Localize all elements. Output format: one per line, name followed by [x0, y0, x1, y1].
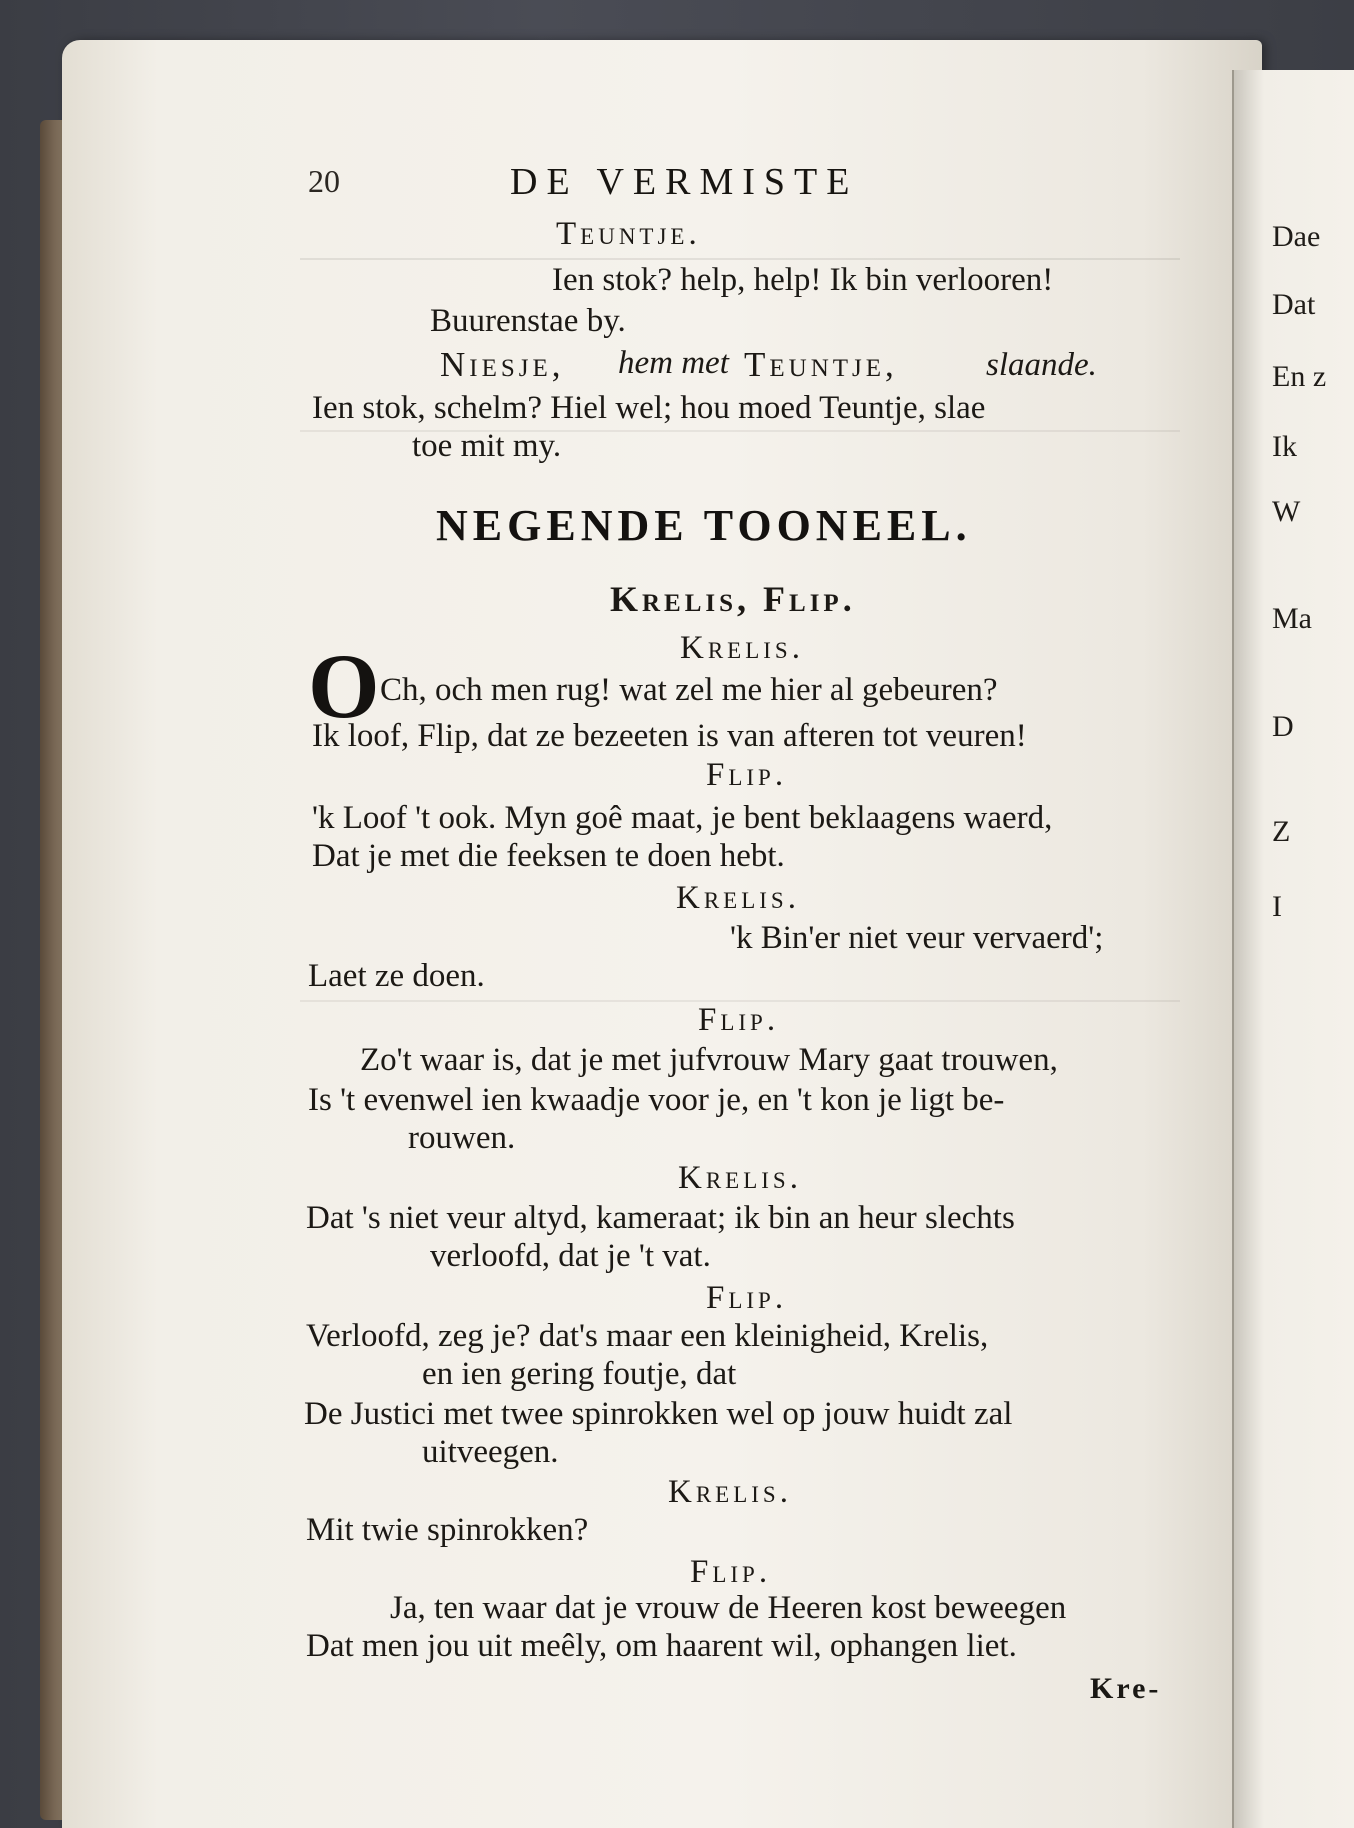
- right-page-fragment: En z: [1272, 360, 1327, 393]
- cast-list: Krelis, Flip.: [610, 579, 856, 619]
- verse-line: toe mit my.: [412, 428, 562, 464]
- verse-line: Laet ze doen.: [308, 958, 485, 994]
- drop-capital: O: [308, 635, 380, 737]
- right-page-fragment: I: [1272, 890, 1282, 923]
- right-page-fragment: W: [1272, 495, 1301, 528]
- speaker-label: Teuntje,: [744, 345, 898, 384]
- speaker-label: Krelis.: [678, 1160, 802, 1196]
- speaker-label: Krelis.: [668, 1474, 792, 1510]
- speaker-label: Flip.: [706, 757, 788, 793]
- verse-line: Ja, ten waar dat je vrouw de Heeren kost beweegen: [390, 1590, 1067, 1626]
- speaker-label: Teuntje.: [556, 216, 701, 252]
- right-page-fragment: Z: [1272, 815, 1291, 848]
- speaker-label: Flip.: [698, 1002, 780, 1038]
- right-page-fragment: Ma: [1272, 602, 1312, 635]
- right-page-fragment: D: [1272, 710, 1294, 743]
- verse-line: Is 't evenwel ien kwaadje voor je, en 't kon je ligt be-: [308, 1082, 1005, 1118]
- verse-line: Dat 's niet veur altyd, kameraat; ik bin an heur slechts: [306, 1200, 1015, 1236]
- verse-line: De Justici met twee spinrokken wel op jouw huidt zal: [304, 1396, 1013, 1432]
- verse-line: Mit twie spinrokken?: [306, 1512, 589, 1548]
- verse-line: Verloofd, zeg je? dat's maar een kleinigheid, Krelis,: [306, 1318, 989, 1354]
- scene-heading: NEGENDE TOONEEL.: [436, 501, 972, 550]
- verse-line: Dat men jou uit meêly, om haarent wil, ophangen liet.: [306, 1628, 1017, 1664]
- stage-direction: slaande.: [986, 347, 1097, 383]
- speaker-label: Flip.: [690, 1554, 772, 1590]
- verse-line: rouwen.: [408, 1120, 516, 1156]
- verse-line: en ien gering foutje, dat: [422, 1356, 737, 1392]
- verse-line: Ik loof, Flip, dat ze bezeeten is van afteren tot veuren!: [312, 718, 1027, 754]
- page-number: 20: [308, 163, 340, 199]
- speaker-label: Krelis.: [680, 630, 804, 666]
- verse-line: Ien stok? help, help! Ik bin verlooren!: [552, 262, 1054, 298]
- verse-line: Zo't waar is, dat je met jufvrouw Mary gaat trouwen,: [360, 1042, 1058, 1078]
- verse-line: 'k Loof 't ook. Myn goê maat, je bent beklaagens waerd,: [312, 800, 1053, 836]
- right-page-fragment: Dat: [1272, 288, 1316, 321]
- verse-line: Dat je met die feeksen te doen hebt.: [312, 838, 785, 874]
- catchword: Kre-: [1090, 1672, 1162, 1705]
- verse-line: Ch, och men rug! wat zel me hier al gebeuren?: [380, 672, 998, 708]
- right-page-fragment: Dae: [1272, 220, 1321, 253]
- speaker-label: Krelis.: [676, 880, 800, 916]
- speaker-label: Niesje,: [440, 345, 565, 384]
- verse-line: uitveegen.: [422, 1434, 559, 1470]
- verse-line: Ien stok, schelm? Hiel wel; hou moed Teuntje, slae: [312, 390, 986, 426]
- stage-direction: Buurenstae by.: [430, 303, 626, 339]
- show-through: [300, 258, 1180, 260]
- verse-line: 'k Bin'er niet veur vervaerd';: [730, 920, 1104, 956]
- right-page-fragment: Ik: [1272, 430, 1297, 463]
- running-head: DE VERMISTE: [510, 161, 859, 203]
- stage-direction: hem met: [618, 345, 729, 381]
- verse-line: verloofd, dat je 't vat.: [430, 1238, 711, 1274]
- right-page-edge: [1232, 70, 1354, 1828]
- speaker-label: Flip.: [706, 1280, 788, 1316]
